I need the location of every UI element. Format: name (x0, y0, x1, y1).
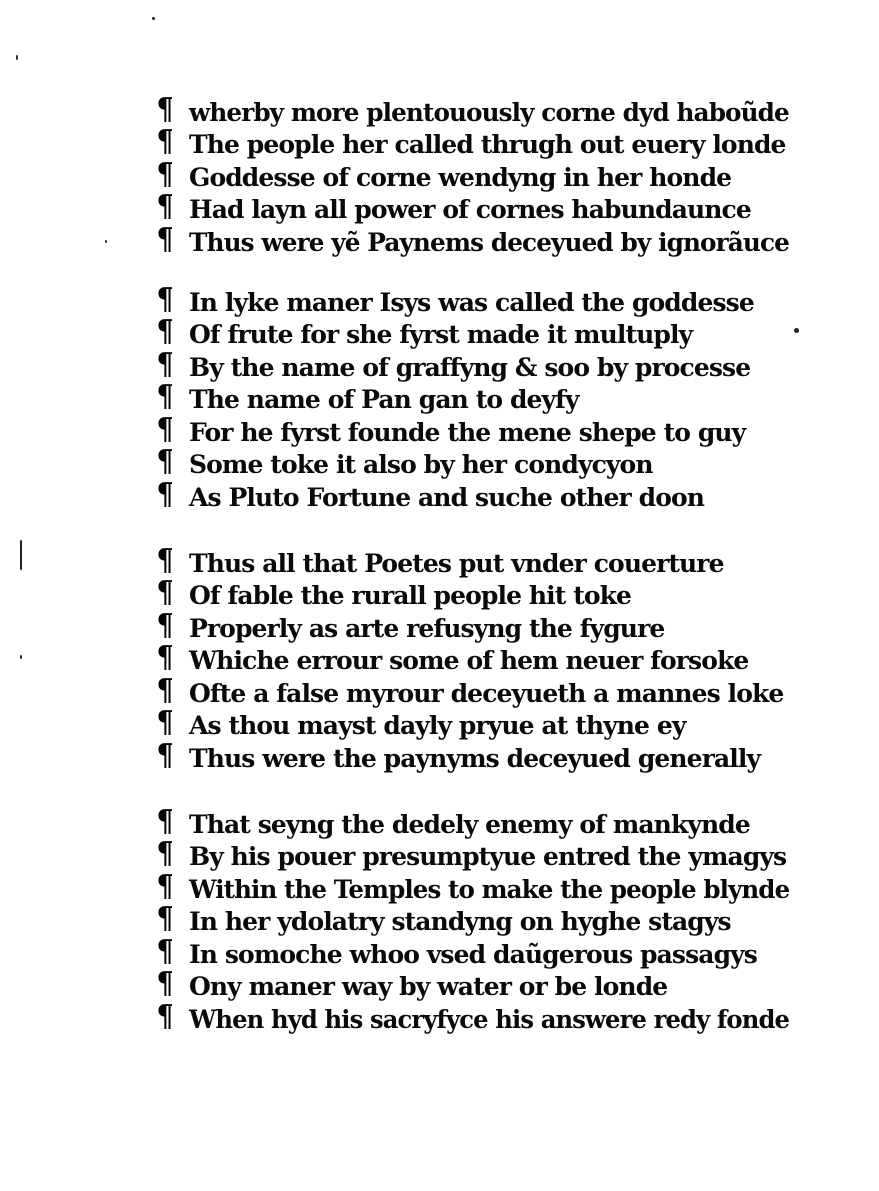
scan-speck (20, 655, 22, 659)
verse-line (155, 412, 795, 445)
verse-text: Ony maner way by water or be londe (189, 972, 668, 1001)
verse-text: Properly as arte refusyng the fygure (189, 613, 665, 643)
verse-line (155, 190, 795, 223)
pilcrow-icon: ¶ (156, 737, 173, 773)
verse-text: Had layn all power of cornes habundaunce (189, 195, 751, 224)
verse-text: As Pluto Fortune and suche other doon (189, 482, 705, 512)
verse-text: Some toke it also by her condycyon (189, 450, 653, 479)
scan-speck (20, 540, 22, 570)
pilcrow-icon: ¶ (156, 575, 173, 610)
verse-text: In somoche whoo vsed daũgerous passagys (189, 939, 757, 969)
verse-line (155, 804, 795, 837)
verse-text: That seyng the dedely enemy of mankynde (189, 809, 750, 839)
verse-text: Thus were the paynyms deceyued generally (189, 743, 761, 773)
pilcrow-icon: ¶ (156, 607, 173, 643)
pilcrow-icon: ¶ (156, 868, 173, 904)
verse-line (155, 934, 795, 967)
verse-text: In lyke maner Isys was called the goddesse (189, 287, 754, 317)
stanza-3 (155, 543, 795, 771)
scan-speck (105, 240, 107, 243)
verse-text: By his pouer presumptyue entred the ymagys (189, 842, 787, 871)
pilcrow-icon: ¶ (156, 542, 173, 578)
verse-text: Of fable the rurall people hit toke (189, 581, 632, 610)
pilcrow-icon: ¶ (156, 156, 173, 192)
verse-line (155, 706, 795, 739)
verse-line (155, 999, 795, 1032)
stanza-2 (155, 282, 795, 510)
verse-line (155, 641, 795, 674)
verse-line (155, 477, 795, 510)
verse-line (155, 125, 795, 158)
verse-text: When hyd his sacryfyce his answere redy fonde (189, 1004, 790, 1034)
scan-speck (152, 17, 155, 20)
verse-text: In her ydolatry standyng on hyghe stagys (189, 907, 731, 936)
verse-text: By the name of graffyng & soo by processe (189, 352, 751, 382)
verse-text: The people her called thrugh out euery londe (189, 130, 786, 159)
pilcrow-icon: ¶ (156, 901, 173, 936)
pilcrow-icon: ¶ (156, 966, 173, 1001)
verse-text: Of frute for she fyrst made it multuply (189, 320, 693, 349)
verse-text: Goddesse of corne wendyng in her honde (189, 162, 732, 192)
verse-text: Thus all that Poetes put vnder couerture (189, 548, 724, 578)
scan-speck (794, 328, 799, 333)
pilcrow-icon: ¶ (156, 379, 173, 414)
scan-speck (16, 55, 18, 60)
verse-line (155, 869, 795, 902)
verse-text: Ofte a false myrour deceyueth a mannes loke (189, 678, 784, 708)
verse-line (155, 347, 795, 380)
pilcrow-icon: ¶ (156, 91, 173, 127)
verse-text: For he fyrst founde the mene shepe to guy (189, 417, 746, 447)
verse-text: The name of Pan gan to deyfy (189, 385, 579, 414)
verse-line (155, 543, 795, 576)
verse-line (155, 157, 795, 190)
pilcrow-icon: ¶ (156, 221, 173, 257)
verse-line (155, 92, 795, 125)
verse-line (155, 576, 795, 609)
pilcrow-icon: ¶ (156, 444, 173, 479)
pilcrow-icon: ¶ (156, 803, 173, 839)
stanza-4 (155, 804, 795, 1032)
verse-line (155, 608, 795, 641)
stanza-1 (155, 92, 795, 255)
verse-text: As thou mayst dayly pryue at thyne ey (189, 711, 686, 740)
verse-line (155, 445, 795, 478)
pilcrow-icon: ¶ (156, 476, 173, 512)
verse-line (155, 673, 795, 706)
verse-line (155, 837, 795, 870)
verse-text: Thus were yẽ Paynems deceyued by ignorãuce (189, 227, 789, 257)
pilcrow-icon: ¶ (156, 346, 173, 382)
verse-line (155, 282, 795, 315)
verse-text: Within the Temples to make the people blynde (189, 874, 790, 904)
verse-line (155, 967, 795, 1000)
verse-line (155, 902, 795, 935)
verse-text: Whiche errour some of hem neuer forsoke (189, 646, 749, 675)
pilcrow-icon: ¶ (156, 124, 173, 159)
verse-line (155, 380, 795, 413)
pilcrow-icon: ¶ (156, 640, 173, 675)
pilcrow-icon: ¶ (156, 189, 173, 224)
pilcrow-icon: ¶ (156, 836, 173, 871)
pilcrow-icon: ¶ (156, 705, 173, 740)
verse-line (155, 738, 795, 771)
pilcrow-icon: ¶ (156, 281, 173, 317)
verse-line (155, 222, 795, 255)
verse-line (155, 315, 795, 348)
pilcrow-icon: ¶ (156, 314, 173, 349)
pilcrow-icon: ¶ (156, 933, 173, 969)
verse-text: wherby more plentouously corne dyd haboũde (189, 97, 789, 127)
pilcrow-icon: ¶ (156, 998, 173, 1034)
pilcrow-icon: ¶ (156, 672, 173, 708)
pilcrow-icon: ¶ (156, 411, 173, 447)
